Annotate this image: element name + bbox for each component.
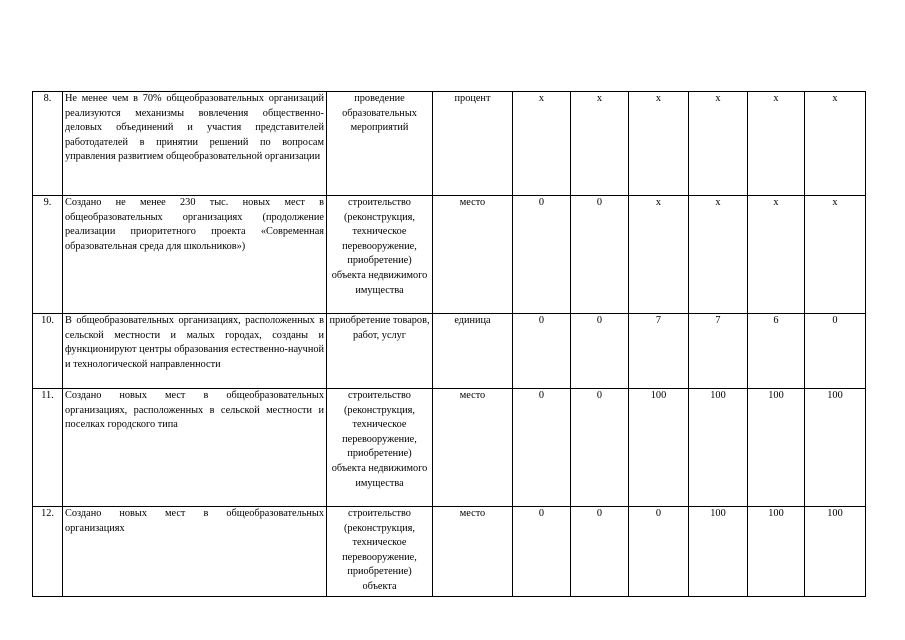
row-number: 10.	[33, 314, 63, 389]
year-value: 0	[571, 507, 629, 597]
year-value: 100	[689, 507, 748, 597]
year-value: х	[748, 92, 805, 196]
year-value: 0	[805, 314, 866, 389]
result-description: Создано новых мест в общеобразовательных организациях	[63, 507, 327, 597]
result-description: Не менее чем в 70% общеобразовательных организаций реализуются механизмы вовлечения общественно-деловых объединений и участия представителей работодателей в принятии решений по вопросам управления развитием общеобразовательной организации	[63, 92, 327, 196]
year-value: х	[629, 92, 689, 196]
year-value: 0	[513, 196, 571, 314]
table-row	[33, 314, 866, 389]
result-type: проведение образовательных мероприятий	[327, 92, 433, 196]
year-value: х	[689, 196, 748, 314]
unit-of-measure: место	[433, 507, 513, 597]
unit-of-measure: процент	[433, 92, 513, 196]
year-value: х	[629, 196, 689, 314]
result-type: строительство (реконструкция, техническое перевооружение, приобретение) объекта	[327, 507, 433, 597]
table-row	[33, 92, 866, 196]
unit-of-measure: единица	[433, 314, 513, 389]
year-value: х	[689, 92, 748, 196]
year-value: 0	[571, 314, 629, 389]
year-value: 0	[513, 507, 571, 597]
year-value: 100	[805, 389, 866, 507]
results-table	[32, 91, 866, 597]
result-description: Создано не менее 230 тыс. новых мест в общеобразовательных организациях (продолжение реализации приоритетного проекта «Современная образовательная среда для школьников»)	[63, 196, 327, 314]
table-body	[33, 92, 866, 597]
row-number: 11.	[33, 389, 63, 507]
unit-of-measure: место	[433, 196, 513, 314]
year-value: х	[805, 92, 866, 196]
result-type: приобретение товаров, работ, услуг	[327, 314, 433, 389]
year-value: 0	[571, 389, 629, 507]
table-row	[33, 389, 866, 507]
year-value: 0	[571, 196, 629, 314]
year-value: 0	[513, 314, 571, 389]
year-value: х	[513, 92, 571, 196]
year-value: 100	[805, 507, 866, 597]
table-row	[33, 507, 866, 597]
year-value: х	[571, 92, 629, 196]
year-value: 100	[748, 389, 805, 507]
row-number: 9.	[33, 196, 63, 314]
result-type: строительство (реконструкция, техническое перевооружение, приобретение) объекта недвижимого имущества	[327, 389, 433, 507]
result-description: В общеобразовательных организациях, расположенных в сельской местности и малых городах, созданы и функционируют центры образования естественно-научной и технологической направленности	[63, 314, 327, 389]
year-value: х	[805, 196, 866, 314]
year-value: 0	[513, 389, 571, 507]
row-number: 8.	[33, 92, 63, 196]
year-value: 100	[629, 389, 689, 507]
year-value: 100	[689, 389, 748, 507]
result-type: строительство (реконструкция, техническое перевооружение, приобретение) объекта недвижимого имущества	[327, 196, 433, 314]
year-value: 0	[629, 507, 689, 597]
result-description: Создано новых мест в общеобразовательных организациях, расположенных в сельской местности и поселках городского типа	[63, 389, 327, 507]
year-value: 100	[748, 507, 805, 597]
year-value: 7	[689, 314, 748, 389]
row-number: 12.	[33, 507, 63, 597]
year-value: х	[748, 196, 805, 314]
year-value: 6	[748, 314, 805, 389]
year-value: 7	[629, 314, 689, 389]
unit-of-measure: место	[433, 389, 513, 507]
table-row	[33, 196, 866, 314]
